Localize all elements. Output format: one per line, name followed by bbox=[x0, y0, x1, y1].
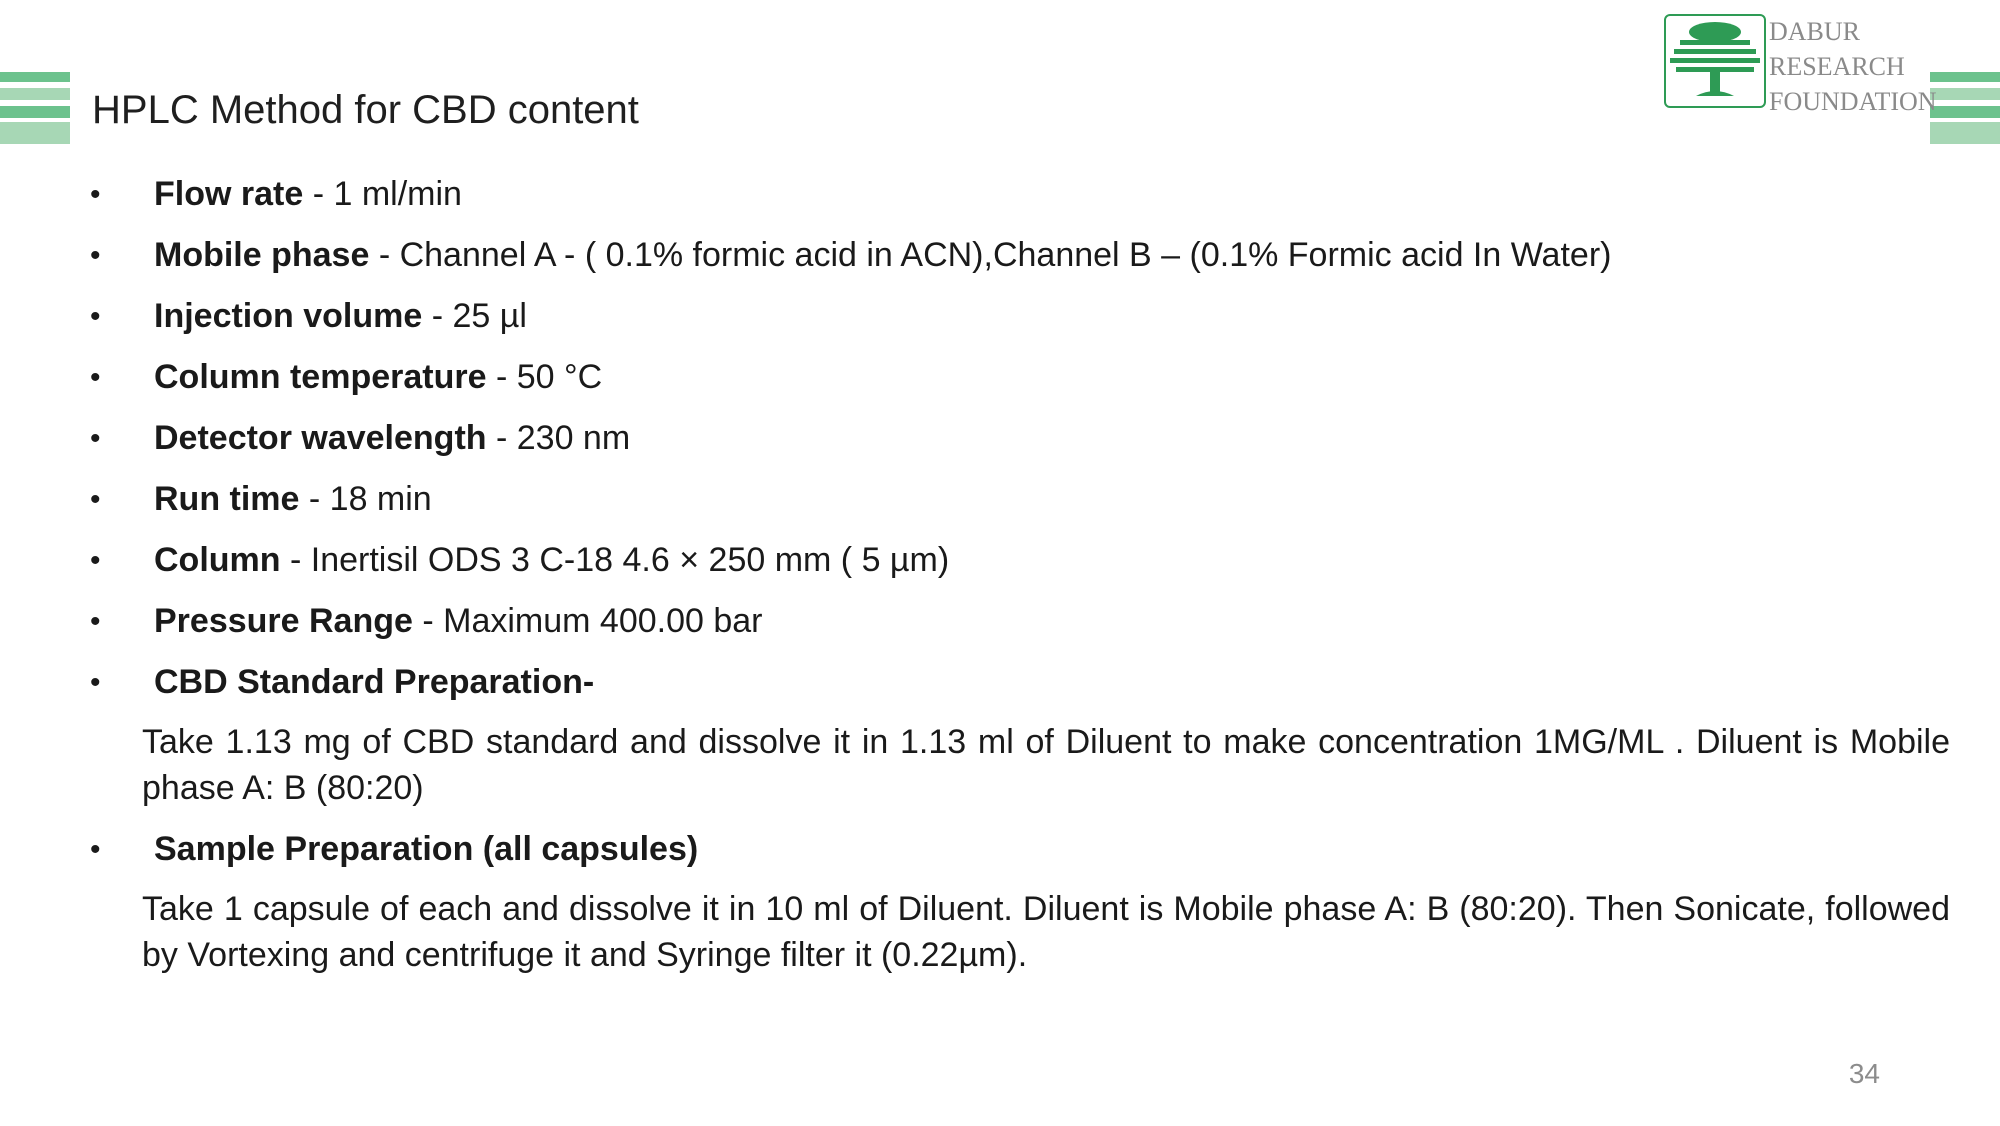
bullet-icon: • bbox=[90, 666, 101, 699]
param-value: - 230 nm bbox=[486, 419, 631, 457]
list-item bbox=[90, 591, 1870, 652]
standard-preparation-text: Take 1.13 mg of CBD standard and dissolve it in 1.13 ml of Diluent to make concentration 1MG/ML . Diluent is Mobile phase A: B (80:20) bbox=[142, 723, 1950, 807]
bullet-icon: • bbox=[90, 483, 101, 516]
sample-preparation-text: Take 1 capsule of each and dissolve it in 10 ml of Diluent. Diluent is Mobile phase A: B (80:20). Then Sonicate, followed by Vortexing and centrifuge it and Syringe filter it (0.22µm). bbox=[142, 890, 1950, 974]
param-label: CBD Standard Preparation- bbox=[154, 663, 595, 701]
param-value: - 25 µl bbox=[422, 297, 527, 335]
param-label: Injection volume bbox=[154, 297, 423, 335]
bullet-icon: • bbox=[90, 422, 101, 455]
bullet-icon: • bbox=[90, 178, 101, 211]
param-label: Detector wavelength bbox=[154, 419, 487, 457]
slide-title: HPLC Method for CBD content bbox=[92, 88, 639, 132]
list-item bbox=[90, 286, 1870, 347]
param-label: Mobile phase bbox=[154, 236, 370, 274]
page-number: 34 bbox=[1848, 1058, 1880, 1089]
list-item bbox=[90, 225, 1870, 286]
param-value: - Channel A - ( 0.1% formic acid in ACN),Channel B – (0.1% Formic acid In Water) bbox=[369, 236, 1612, 274]
logo-line-3: FOUNDATION bbox=[1769, 87, 1937, 116]
param-value: - 18 min bbox=[299, 480, 432, 518]
bullet-icon: • bbox=[90, 239, 101, 272]
param-label: Column temperature bbox=[154, 358, 487, 396]
tree-icon bbox=[1664, 14, 1766, 108]
bullet-icon: • bbox=[90, 833, 101, 866]
sample-preparation-heading: Sample Preparation (all capsules) bbox=[154, 830, 699, 868]
bullet-icon: • bbox=[90, 605, 101, 638]
list-item bbox=[90, 164, 1870, 225]
list-item bbox=[90, 530, 1870, 591]
dabur-research-foundation-logo bbox=[1664, 14, 1937, 116]
logo-text bbox=[1769, 14, 1937, 119]
bullet-icon: • bbox=[90, 361, 101, 394]
param-label: Column bbox=[154, 541, 281, 579]
bullet-icon: • bbox=[90, 300, 101, 333]
list-item bbox=[90, 652, 1870, 713]
method-parameters-list bbox=[90, 164, 1950, 986]
param-value: - 1 ml/min bbox=[303, 175, 462, 213]
list-item bbox=[90, 819, 1870, 880]
param-label: Flow rate bbox=[154, 175, 304, 213]
logo-line-2: RESEARCH bbox=[1769, 52, 1905, 81]
param-label: Pressure Range bbox=[154, 602, 413, 640]
param-label: Run time bbox=[154, 480, 300, 518]
bullet-icon: • bbox=[90, 544, 101, 577]
param-value: - Maximum 400.00 bar bbox=[412, 602, 763, 640]
list-item bbox=[90, 347, 1870, 408]
logo-line-1: DABUR bbox=[1769, 17, 1861, 46]
param-value: - Inertisil ODS 3 C-18 4.6 × 250 mm ( 5 µm) bbox=[280, 541, 950, 579]
param-value: - 50 °C bbox=[486, 358, 603, 396]
list-item bbox=[90, 408, 1870, 469]
list-item bbox=[90, 469, 1870, 530]
